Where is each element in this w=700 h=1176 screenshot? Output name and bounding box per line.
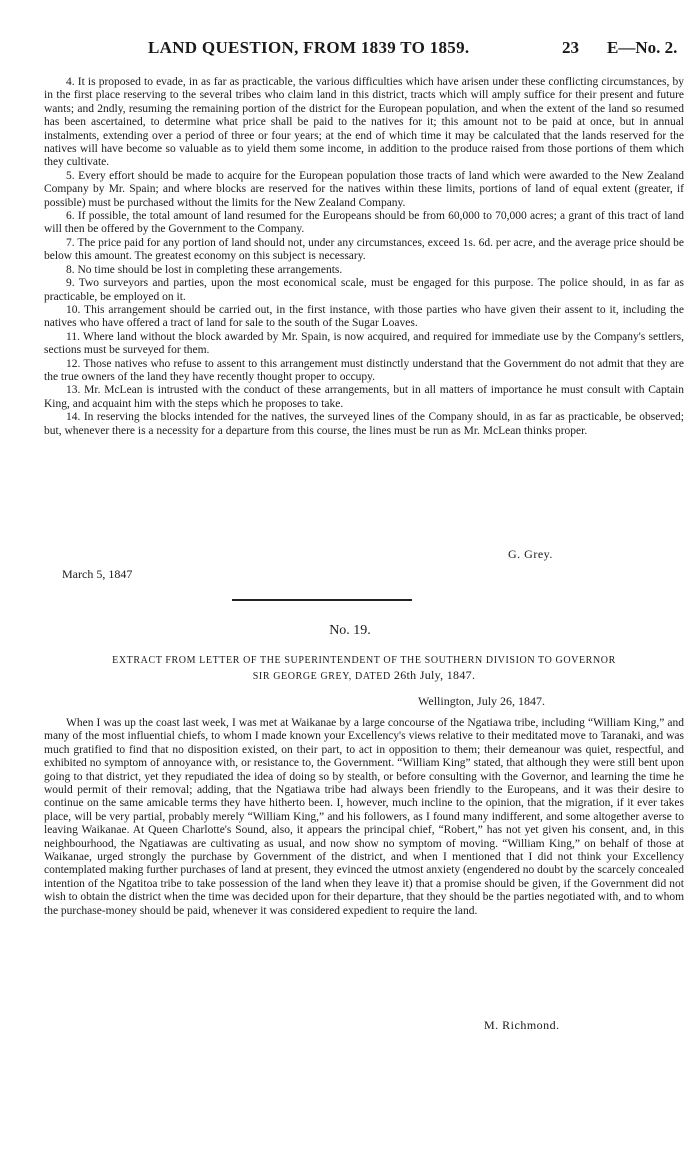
page-number: 23	[562, 38, 579, 57]
running-title: LAND QUESTION, FROM 1839 TO 1859.	[148, 38, 470, 57]
paragraph-7: 7. The price paid for any portion of land should not, under any circumstances, exceed 1s. 6d. per acre, and the average price should be below this amount. The greatest economy on this subject is necessary.	[44, 236, 684, 263]
paragraph-6: 6. If possible, the total amount of land resumed for the Europeans should be from 60,000 to 70,000 acres; a grant of this tract of land will then be offered by the Government to the Company.	[44, 210, 684, 236]
letter-date: March 5, 1847	[62, 567, 133, 581]
document-number: No. 19.	[329, 623, 371, 638]
paragraph-13: 13. Mr. McLean is intrusted with the conduct of these arrangements, but in all matters of importance he must consult with Captain King, and acquaint him with the steps which he proposes to take.	[44, 384, 684, 410]
paragraph-11: 11. Where land without the block awarded by Mr. Spain, is now acquired, and required for immediate use by the Company's settlers, sections must be surveyed for them.	[44, 330, 684, 357]
paragraph-14: 14. In reserving the blocks intended for the natives, the surveyed lines of the Company should, in as far as practicable, be observed; but, whenever there is a necessity for a departure from this course, the lines must be run as Mr. McLean thinks proper.	[44, 411, 684, 437]
extract-heading-line2	[44, 668, 684, 684]
extract-heading-line2-text: SIR GEORGE GREY, DATED	[252, 671, 391, 682]
letter-dateline: Wellington, July 26, 1847.	[418, 694, 546, 708]
signature-richmond: M. Richmond.	[484, 1018, 560, 1032]
paragraph-4: 4. It is proposed to evade, in as far as practicable, the various difficulties which have arisen under these conflicting circumstances, by in the first place reserving to the several tribes who claim land in this district, tracts which will amply suffice for their present and future wants; and 2ndly, resuming the remaining portion of the district for the European population, and when the extent of the land so resumed has been ascertained, to determine what price shall be paid to the natives for it; this amount not to be paid at once, but in annual instalments, extending over a period of three or four years; at the end of which time it may be calculated that the lands reserved for the natives will have become so valuable as to yield them some income, in addition to the produce raised from those portions of them which they cultivate.	[44, 76, 684, 169]
extract-heading-date: 26th July, 1847.	[393, 668, 476, 682]
extract-heading	[44, 654, 684, 684]
letter-paragraph: When I was up the coast last week, I was met at Waikanae by a large concourse of the Ngatiawa tribe, including “William King,” and many of the most influential chiefs, to whom I made known your Excellency's views relative to their meditated move to Taranaki, and was much gratified to find that no disposition existed, on their part, to act in opposition to them; their demeanour was quiet, respectful, and exhibited no symptom of annoyance with, or resistance to, the Government. “William King” stated, that although they were still bent upon going to that district, yet they repudiated the idea of doing so by stealth, or before consulting with the Governor, and learning the time he would permit of their removal; adding, that the Ngatiawa tribe had always been friendly to the Europeans, and it was their desire to continue on the same amicable terms they have hitherto been. I, however, much incline to the opinion, that the migration, if it ever takes place, will be very partial, probably merely “William King,” and his followers, as I found many indifferent, and some altogether averse to leaving Waikanae. At Queen Charlotte's Sound, also, it appears the principal chief, “Robert,” has not yet given his consent, and, in this neighbourhood, the Ngatiawas are cultivating as usual, and now show no symptom of moving. “William King,” on behalf of those at Waikanae, urged strongly the purchase by Government of the district, and when I mentioned that I did not think your Excellency contemplated making further purchases of land at present, they evinced the utmost anxiety (engendered no doubt by the scarcely concealed intention of the Ngatitoa tribe to take possession of the land when they leave it) that a promise should be given, if the Government did not wish to obtain the district when the time was decided upon for their departure, that they should be the parties negotiated with, and to whom the purchase-money should be paid, whenever it was considered expedient to require the land.	[44, 717, 685, 917]
paragraph-10: 10. This arrangement should be carried out, in the first instance, with those parties who have given their assent to it, including the natives who have offered a tract of land for sale to the south of the Sugar Loaves.	[44, 303, 684, 330]
paragraph-8: 8. No time should be lost in completing these arrangements.	[66, 263, 343, 276]
instructions-paragraphs	[44, 76, 684, 438]
paragraph-5: 5. Every effort should be made to acquire for the European population those tracts of land which were awarded to the New Zealand Company by Mr. Spain; and where blocks are reserved for the natives within these limits, portions of land of equal extent (greater, if possible) must be purchased without the limits for the New Zealand Company.	[44, 169, 684, 209]
letter-body	[44, 717, 684, 918]
paragraph-9: 9. Two surveyors and parties, upon the most economical scale, must be engaged for this purpose. The police should, in as far as practicable, be employed on it.	[44, 277, 684, 303]
document-reference: E—No. 2.	[607, 38, 678, 57]
page-header	[0, 38, 700, 60]
section-divider	[232, 599, 412, 601]
extract-heading-line1: EXTRACT FROM LETTER OF THE SUPERINTENDENT OF THE SOUTHERN DIVISION TO GOVERNOR	[112, 655, 616, 666]
paragraph-12: 12. Those natives who refuse to assent to this arrangement must distinctly understand that the Government do not admit that they are the true owners of the land they have recently thought proper to occupy.	[44, 357, 684, 383]
signature-grey: G. Grey.	[508, 547, 553, 561]
